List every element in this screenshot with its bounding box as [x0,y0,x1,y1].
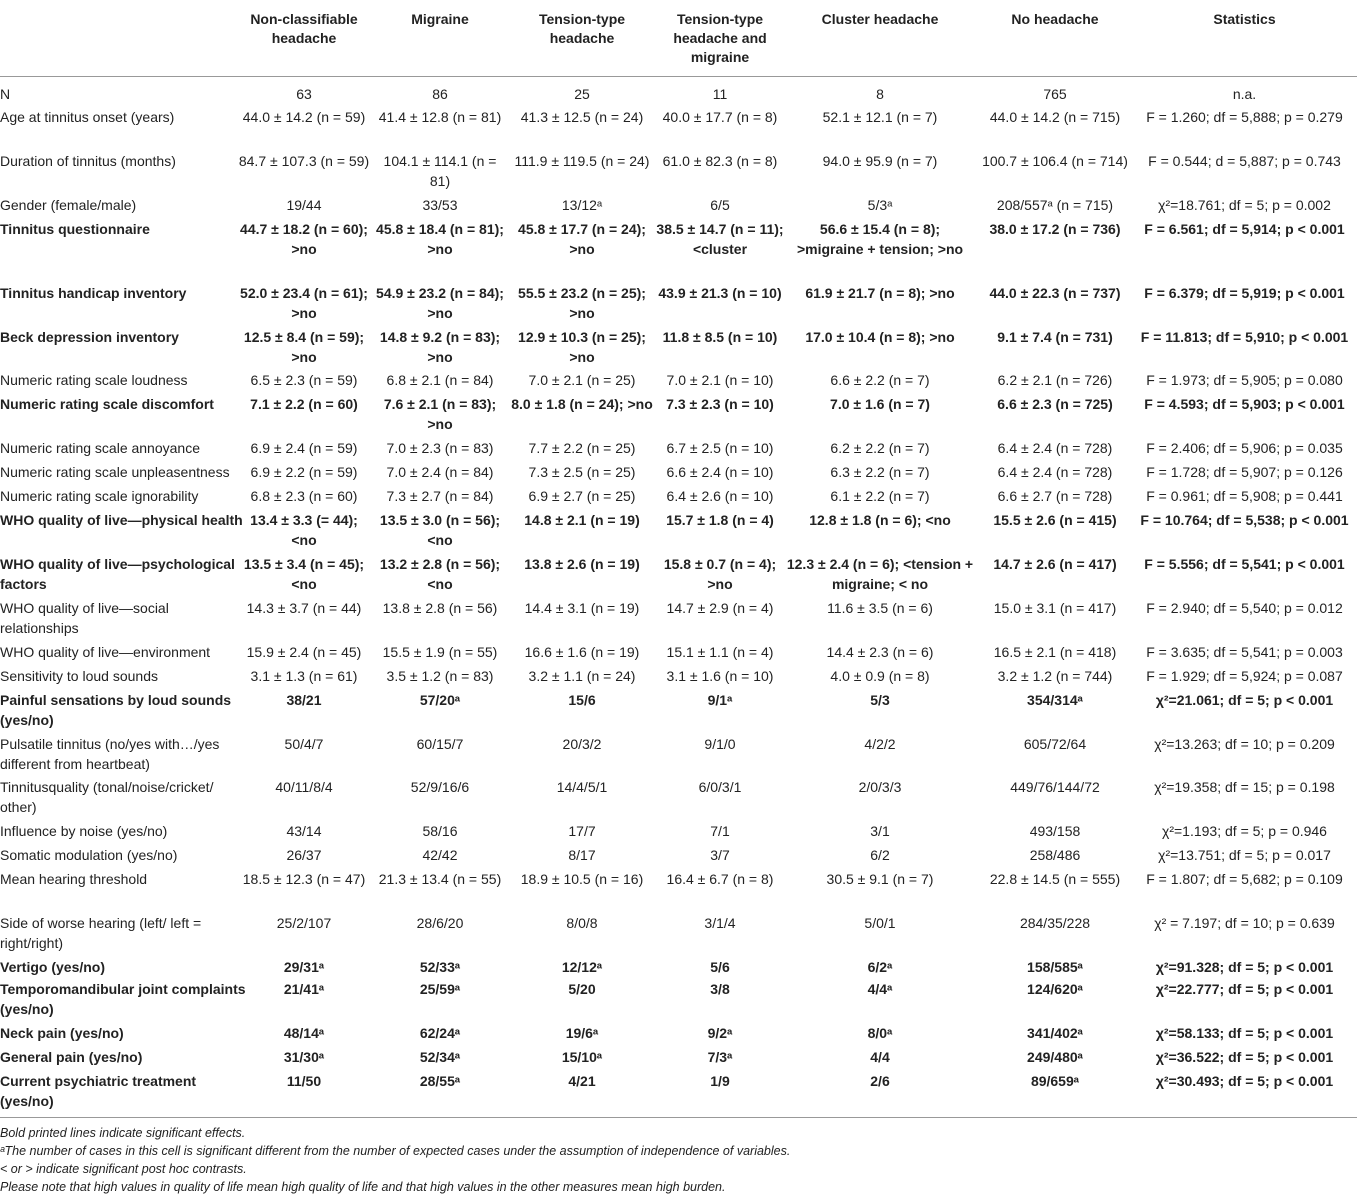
cell-cluster: 8/0ᵃ [867,1025,893,1041]
cell-label: Painful sensations by loud sounds (yes/no) [0,692,232,728]
cell-non-classifiable: 52.0 ± 23.4 (n = 61); >no [240,285,368,321]
cell-cluster: 12.3 ± 2.4 (n = 6); <tension + migraine; < no [786,556,974,592]
cell-non-classifiable: 48/14ᵃ [283,1025,325,1041]
cell-statistics: χ²=91.328; df = 5; p < 0.001 [1155,959,1334,975]
cell-non-classifiable: 3.1 ± 1.3 (n = 61) [250,668,358,684]
cell-statistics: F = 1.973; df = 5,905; p = 0.080 [1146,372,1343,388]
cell-label: Current psychiatric treatment (yes/no) [0,1073,197,1109]
cell-non-classifiable: 26/37 [286,847,322,863]
cell-no-headache: 6.6 ± 2.3 (n = 725) [997,396,1113,412]
cell-cluster: 52.1 ± 12.1 (n = 7) [822,109,938,125]
cell-statistics: n.a. [1232,86,1257,102]
cell-statistics: F = 2.406; df = 5,906; p = 0.035 [1146,440,1343,456]
cell-migraine: 33/53 [422,197,458,213]
cell-statistics: F = 0.961; df = 5,908; p = 0.441 [1146,488,1343,504]
cell-no-headache: 605/72/64 [1023,736,1087,752]
cell-cluster: 61.9 ± 21.7 (n = 8); >no [805,285,955,301]
cell-tension-and-migraine: 1/9 [710,1073,730,1089]
cell-tension-type: 13.8 ± 2.6 (n = 19) [524,556,640,572]
cell-non-classifiable: 13.5 ± 3.4 (n = 45); <no [243,556,365,592]
cell-migraine: 41.4 ± 12.8 (n = 81) [378,109,502,125]
cell-statistics: χ²=21.061; df = 5; p < 0.001 [1155,692,1334,708]
cell-cluster: 4/4 [870,1049,890,1065]
cell-migraine: 60/15/7 [416,736,464,752]
cell-migraine: 7.6 ± 2.1 (n = 83); >no [383,396,497,432]
cell-tension-and-migraine: 11.8 ± 8.5 (n = 10) [662,329,778,345]
cell-tension-and-migraine: 6.7 ± 2.5 (n = 10) [666,440,774,456]
cell-tension-and-migraine: 3/1/4 [704,915,736,931]
cell-tension-and-migraine: 15.7 ± 1.8 (n = 4) [666,512,774,528]
cell-statistics: F = 11.813; df = 5,910; p < 0.001 [1140,329,1349,345]
cell-tension-and-migraine: 9/1/0 [704,736,736,752]
cell-no-headache: 22.8 ± 14.5 (n = 555) [989,871,1121,887]
cell-statistics: χ²=30.493; df = 5; p < 0.001 [1155,1073,1334,1089]
cell-cluster: 5/3ᵃ [867,197,893,213]
cell-cluster: 6.3 ± 2.2 (n = 7) [830,464,930,480]
cell-tension-type: 13/12ᵃ [561,197,603,213]
cell-cluster: 2/6 [870,1073,890,1089]
cell-cluster: 6/2 [870,847,890,863]
cell-statistics: F = 1.807; df = 5,682; p = 0.109 [1146,871,1343,887]
cell-label: WHO quality of live—environment [0,644,211,660]
header-tension-type: Tension-type headache [538,11,626,46]
cell-no-headache: 284/35/228 [1019,915,1091,931]
cell-non-classifiable: 29/31ᵃ [283,959,325,975]
cell-non-classifiable: 7.1 ± 2.2 (n = 60) [250,396,358,412]
cell-cluster: 56.6 ± 15.4 (n = 8); >migraine + tension; >no [796,221,964,257]
cell-statistics: F = 1.260; df = 5,888; p = 0.279 [1146,109,1343,125]
cell-tension-type: 7.7 ± 2.2 (n = 25) [528,440,636,456]
cell-no-headache: 15.0 ± 3.1 (n = 417) [993,600,1117,616]
cell-non-classifiable: 84.7 ± 107.3 (n = 59) [238,153,370,169]
cell-statistics: χ²=36.522; df = 5; p < 0.001 [1155,1049,1334,1065]
cell-tension-type: 14/4/5/1 [556,779,608,795]
cell-label: Mean hearing threshold [0,871,148,887]
cell-tension-type: 12/12ᵃ [561,959,603,975]
cell-no-headache: 44.0 ± 14.2 (n = 715) [989,109,1121,125]
cell-no-headache: 14.7 ± 2.6 (n = 417) [993,556,1117,572]
cell-no-headache: 44.0 ± 22.3 (n = 737) [989,285,1121,301]
cell-tension-type: 12.9 ± 10.3 (n = 25); >no [518,329,646,365]
cell-tension-type: 20/3/2 [562,736,602,752]
cell-no-headache: 341/402ᵃ [1027,1025,1083,1041]
cell-tension-type: 15/6 [568,692,596,708]
cell-statistics: F = 3.635; df = 5,541; p = 0.003 [1146,644,1343,660]
cell-tension-and-migraine: 7/3ᵃ [707,1049,733,1065]
cell-tension-and-migraine: 38.5 ± 14.7 (n = 11); <cluster [656,221,784,257]
cell-cluster: 14.4 ± 2.3 (n = 6) [826,644,934,660]
cell-label: Temporomandibular joint complaints (yes/no) [0,981,246,1017]
cell-migraine: 52/9/16/6 [410,779,470,795]
cell-no-headache: 15.5 ± 2.6 (n = 415) [993,512,1117,528]
cell-tension-type: 6.9 ± 2.7 (n = 25) [528,488,636,504]
cell-tension-type: 17/7 [568,823,596,839]
cell-label: Pulsatile tinnitus (no/yes with…/yes different from heartbeat) [0,736,220,772]
cell-tension-and-migraine: 9/1ᵃ [707,692,733,708]
cell-statistics: χ²=19.358; df = 15; p = 0.198 [1154,779,1335,795]
header-tension-and-migraine: Tension-type headache and migraine [673,11,767,65]
cell-tension-type: 8.0 ± 1.8 (n = 24); >no [511,396,653,412]
cell-no-headache: 258/486 [1029,847,1081,863]
cell-no-headache: 158/585ᵃ [1027,959,1083,975]
cell-tension-type: 55.5 ± 23.2 (n = 25); >no [518,285,646,321]
cell-tension-type: 45.8 ± 17.7 (n = 24); >no [518,221,646,257]
cell-tension-and-migraine: 16.4 ± 6.7 (n = 8) [666,871,774,887]
cell-tension-type: 18.9 ± 10.5 (n = 16) [520,871,644,887]
cell-non-classifiable: 40/11/8/4 [275,779,333,795]
cell-label: Numeric rating scale ignorability [0,488,199,504]
cell-statistics: F = 5.556; df = 5,541; p < 0.001 [1144,556,1345,572]
cell-statistics: F = 1.929; df = 5,924; p = 0.087 [1146,668,1343,684]
cell-migraine: 13.2 ± 2.8 (n = 56); <no [379,556,501,592]
cell-statistics: χ²=18.761; df = 5; p = 0.002 [1158,197,1331,213]
cell-tension-and-migraine: 3.1 ± 1.6 (n = 10) [666,668,774,684]
cell-tension-and-migraine: 61.0 ± 82.3 (n = 8) [662,153,778,169]
cell-tension-and-migraine: 7.0 ± 2.1 (n = 10) [666,372,774,388]
cell-label: WHO quality of live—physical health [0,512,243,528]
cell-tension-and-migraine: 11 [712,86,728,102]
cell-statistics: χ²=13.751; df = 5; p = 0.017 [1158,847,1331,863]
cell-statistics: F = 1.728; df = 5,907; p = 0.126 [1146,464,1343,480]
cell-migraine: 54.9 ± 23.2 (n = 84); >no [376,285,504,321]
cell-tension-and-migraine: 6.4 ± 2.6 (n = 10) [666,488,774,504]
cell-tension-type: 15/10ᵃ [561,1049,603,1065]
cell-no-headache: 16.5 ± 2.1 (n = 418) [993,644,1117,660]
cell-migraine: 14.8 ± 9.2 (n = 83); >no [379,329,501,365]
cell-tension-and-migraine: 3/8 [710,981,730,997]
cell-migraine: 3.5 ± 1.2 (n = 83) [386,668,494,684]
cell-non-classifiable: 14.3 ± 3.7 (n = 44) [246,600,362,616]
cell-tension-and-migraine: 6/5 [710,197,730,213]
cell-no-headache: 449/76/144/72 [1010,779,1100,795]
cell-cluster: 6/2ᵃ [867,959,893,975]
cell-tension-and-migraine: 40.0 ± 17.7 (n = 8) [662,109,778,125]
cell-no-headache: 208/557ᵃ (n = 715) [996,197,1114,213]
cell-no-headache: 493/158 [1029,823,1081,839]
cell-label: Numeric rating scale loudness [0,372,188,388]
cell-non-classifiable: 63 [296,86,312,102]
cell-cluster: 6.6 ± 2.2 (n = 7) [830,372,930,388]
cell-statistics: χ²=13.263; df = 10; p = 0.209 [1154,736,1335,752]
cell-migraine: 21.3 ± 13.4 (n = 55) [378,871,502,887]
cell-tension-type: 5/20 [568,981,596,997]
cell-label: WHO quality of live—social relationships [0,600,169,636]
cell-cluster: 7.0 ± 1.6 (n = 7) [830,396,930,412]
cell-cluster: 12.8 ± 1.8 (n = 6); <no [809,512,951,528]
cell-label: Numeric rating scale discomfort [0,396,214,412]
cell-non-classifiable: 50/4/7 [284,736,324,752]
cell-cluster: 17.0 ± 10.4 (n = 8); >no [805,329,955,345]
cell-statistics: F = 4.593; df = 5,903; p < 0.001 [1144,396,1345,412]
cell-label: Vertigo (yes/no) [0,959,106,975]
cell-migraine: 86 [432,86,448,102]
cell-non-classifiable: 19/44 [286,197,322,213]
cell-migraine: 13.5 ± 3.0 (n = 56); <no [379,512,501,548]
cell-label: Gender (female/male) [0,197,137,213]
cell-tension-type: 7.0 ± 2.1 (n = 25) [528,372,636,388]
header-statistics: Statistics [1213,11,1276,27]
cell-statistics: F = 2.940; df = 5,540; p = 0.012 [1146,600,1343,616]
cell-tension-type: 14.8 ± 2.1 (n = 19) [524,512,640,528]
cell-statistics: χ²=22.777; df = 5; p < 0.001 [1155,981,1334,997]
cell-cluster: 4.0 ± 0.9 (n = 8) [830,668,930,684]
cell-cluster: 11.6 ± 3.5 (n = 6) [827,600,933,616]
cell-no-headache: 765 [1043,86,1067,102]
footnote-post-hoc: < or > indicate significant post hoc contrasts. [0,1162,247,1176]
cell-tension-and-migraine: 14.7 ± 2.9 (n = 4) [666,600,774,616]
cell-no-headache: 6.6 ± 2.7 (n = 728) [997,488,1113,504]
cell-statistics: F = 0.544; d = 5,887; p = 0.743 [1148,153,1341,169]
cell-tension-and-migraine: 43.9 ± 21.3 (n = 10) [658,285,782,301]
cell-label: Influence by noise (yes/no) [0,823,168,839]
cell-cluster: 4/2/2 [864,736,896,752]
cell-cluster: 8 [876,86,884,102]
cell-tension-and-migraine: 3/7 [710,847,730,863]
cell-tension-and-migraine: 7/1 [710,823,730,839]
cell-migraine: 52/33ᵃ [419,959,461,975]
cell-non-classifiable: 11/50 [286,1073,322,1089]
cell-migraine: 104.1 ± 114.1 (n = 81) [383,153,497,189]
cell-tension-type: 8/0/8 [566,915,598,931]
cell-no-headache: 38.0 ± 17.2 (n = 736) [989,221,1121,237]
footnote-quality-note: Please note that high values in quality of life mean high quality of life and that high values in the other measures mean high burden. [0,1180,726,1194]
cell-label: Duration of tinnitus (months) [0,153,176,169]
cell-non-classifiable: 38/21 [286,692,322,708]
cell-cluster: 94.0 ± 95.9 (n = 7) [822,153,938,169]
cell-cluster: 6.1 ± 2.2 (n = 7) [830,488,930,504]
cell-migraine: 7.3 ± 2.7 (n = 84) [386,488,494,504]
cell-tension-and-migraine: 15.8 ± 0.7 (n = 4); >no [663,556,777,592]
cell-no-headache: 9.1 ± 7.4 (n = 731) [997,329,1113,345]
cell-cluster: 2/0/3/3 [858,779,902,795]
header-cluster: Cluster headache [821,11,939,27]
header-no-headache: No headache [1011,11,1099,27]
cell-label: Numeric rating scale annoyance [0,440,200,456]
cell-non-classifiable: 6.5 ± 2.3 (n = 59) [250,372,358,388]
cell-label: Neck pain (yes/no) [0,1025,124,1041]
cell-non-classifiable: 31/30ᵃ [283,1049,325,1065]
cell-label: WHO quality of live—psychological factors [0,556,235,592]
cell-tension-and-migraine: 6/0/3/1 [698,779,742,795]
cell-non-classifiable: 18.5 ± 12.3 (n = 47) [242,871,366,887]
cell-tension-type: 8/17 [568,847,596,863]
cell-non-classifiable: 6.9 ± 2.2 (n = 59) [250,464,358,480]
table-header [0,0,1357,77]
cell-label: Age at tinnitus onset (years) [0,109,175,125]
cell-tension-type: 25 [574,86,590,102]
cell-label: Sensitivity to loud sounds [0,668,158,684]
cell-tension-and-migraine: 15.1 ± 1.1 (n = 4) [666,644,774,660]
footnote-superscript-a: ᵃThe number of cases in this cell is significant different from the number of expected cases under the assumption of independence of variables. [0,1144,791,1158]
cell-non-classifiable: 25/2/107 [276,915,332,931]
cell-label: Tinnitus questionnaire [0,221,150,237]
cell-label: N [0,86,11,102]
header-non-classifiable: Non-classifiable headache [250,11,358,46]
cell-cluster: 5/0/1 [864,915,896,931]
cell-non-classifiable: 6.9 ± 2.4 (n = 59) [250,440,358,456]
cell-migraine: 28/6/20 [416,915,464,931]
cell-label: General pain (yes/no) [0,1049,143,1065]
cell-migraine: 6.8 ± 2.1 (n = 84) [386,372,494,388]
cell-tension-and-migraine: 6.6 ± 2.4 (n = 10) [666,464,774,480]
cell-migraine: 13.8 ± 2.8 (n = 56) [382,600,498,616]
cell-label: Somatic modulation (yes/no) [0,847,178,863]
cell-label: Numeric rating scale unpleasentness [0,464,230,480]
cell-non-classifiable: 15.9 ± 2.4 (n = 45) [246,644,362,660]
cell-statistics: χ²=58.133; df = 5; p < 0.001 [1155,1025,1334,1041]
cell-no-headache: 124/620ᵃ [1027,981,1083,997]
cell-no-headache: 100.7 ± 106.4 (n = 714) [982,153,1128,169]
cell-migraine: 28/55ᵃ [419,1073,461,1089]
cell-no-headache: 6.4 ± 2.4 (n = 728) [997,440,1113,456]
cell-no-headache: 3.2 ± 1.2 (n = 744) [997,668,1113,684]
cell-non-classifiable: 12.5 ± 8.4 (n = 59); >no [243,329,365,365]
cell-label: Tinnitus handicap inventory [0,285,187,301]
cell-tension-and-migraine: 5/6 [710,959,730,975]
cell-label: Beck depression inventory [0,329,179,345]
cell-migraine: 58/16 [422,823,458,839]
cell-cluster: 3/1 [870,823,890,839]
cell-tension-and-migraine: 7.3 ± 2.3 (n = 10) [666,396,774,412]
cell-label: Side of worse hearing (left/ left = right/right) [0,915,202,951]
cell-tension-type: 111.9 ± 119.5 (n = 24) [514,153,650,169]
cell-non-classifiable: 13.4 ± 3.3 (= 44); <no [250,512,358,548]
cell-tension-type: 16.6 ± 1.6 (n = 19) [524,644,640,660]
cell-tension-type: 7.3 ± 2.5 (n = 25) [528,464,636,480]
cell-tension-type: 3.2 ± 1.1 (n = 24) [528,668,636,684]
cell-no-headache: 354/314ᵃ [1027,692,1083,708]
cell-cluster: 30.5 ± 9.1 (n = 7) [826,871,934,887]
cell-migraine: 45.8 ± 18.4 (n = 81); >no [376,221,504,257]
cell-no-headache: 6.4 ± 2.4 (n = 728) [997,464,1113,480]
table-bottom-rule [0,1117,1357,1118]
cell-tension-type: 4/21 [568,1073,596,1089]
header-migraine: Migraine [411,11,469,27]
cell-cluster: 5/3 [870,692,890,708]
cell-non-classifiable: 43/14 [286,823,322,839]
footnote-bold: Bold printed lines indicate significant effects. [0,1126,246,1140]
cell-statistics: χ² = 7.197; df = 10; p = 0.639 [1154,915,1335,931]
cell-label: Tinnitusquality (tonal/noise/cricket/ other) [0,779,214,815]
cell-no-headache: 89/659ᵃ [1030,1073,1080,1089]
cell-statistics: F = 6.379; df = 5,919; p < 0.001 [1144,285,1345,301]
cell-tension-type: 14.4 ± 3.1 (n = 19) [524,600,640,616]
cell-statistics: F = 6.561; df = 5,914; p < 0.001 [1144,221,1345,237]
cell-migraine: 52/34ᵃ [419,1049,461,1065]
cell-tension-type: 41.3 ± 12.5 (n = 24) [520,109,644,125]
cell-migraine: 57/20ᵃ [419,692,461,708]
cell-statistics: F = 10.764; df = 5,538; p < 0.001 [1140,512,1349,528]
cell-non-classifiable: 44.7 ± 18.2 (n = 60); >no [240,221,368,257]
cell-migraine: 15.5 ± 1.9 (n = 55) [382,644,498,660]
cell-no-headache: 6.2 ± 2.1 (n = 726) [997,372,1113,388]
cell-non-classifiable: 21/41ᵃ [283,981,325,997]
cell-tension-and-migraine: 9/2ᵃ [707,1025,733,1041]
cell-migraine: 7.0 ± 2.3 (n = 83) [386,440,494,456]
cell-non-classifiable: 44.0 ± 14.2 (n = 59) [242,109,366,125]
cell-non-classifiable: 6.8 ± 2.3 (n = 60) [250,488,358,504]
cell-migraine: 42/42 [422,847,458,863]
cell-migraine: 7.0 ± 2.4 (n = 84) [386,464,494,480]
cell-tension-type: 19/6ᵃ [565,1025,599,1041]
cell-cluster: 4/4ᵃ [867,981,893,997]
cell-no-headache: 249/480ᵃ [1027,1049,1083,1065]
cell-migraine: 62/24ᵃ [419,1025,461,1041]
cell-migraine: 25/59ᵃ [419,981,461,997]
cell-cluster: 6.2 ± 2.2 (n = 7) [830,440,930,456]
cell-statistics: χ²=1.193; df = 5; p = 0.946 [1162,823,1327,839]
